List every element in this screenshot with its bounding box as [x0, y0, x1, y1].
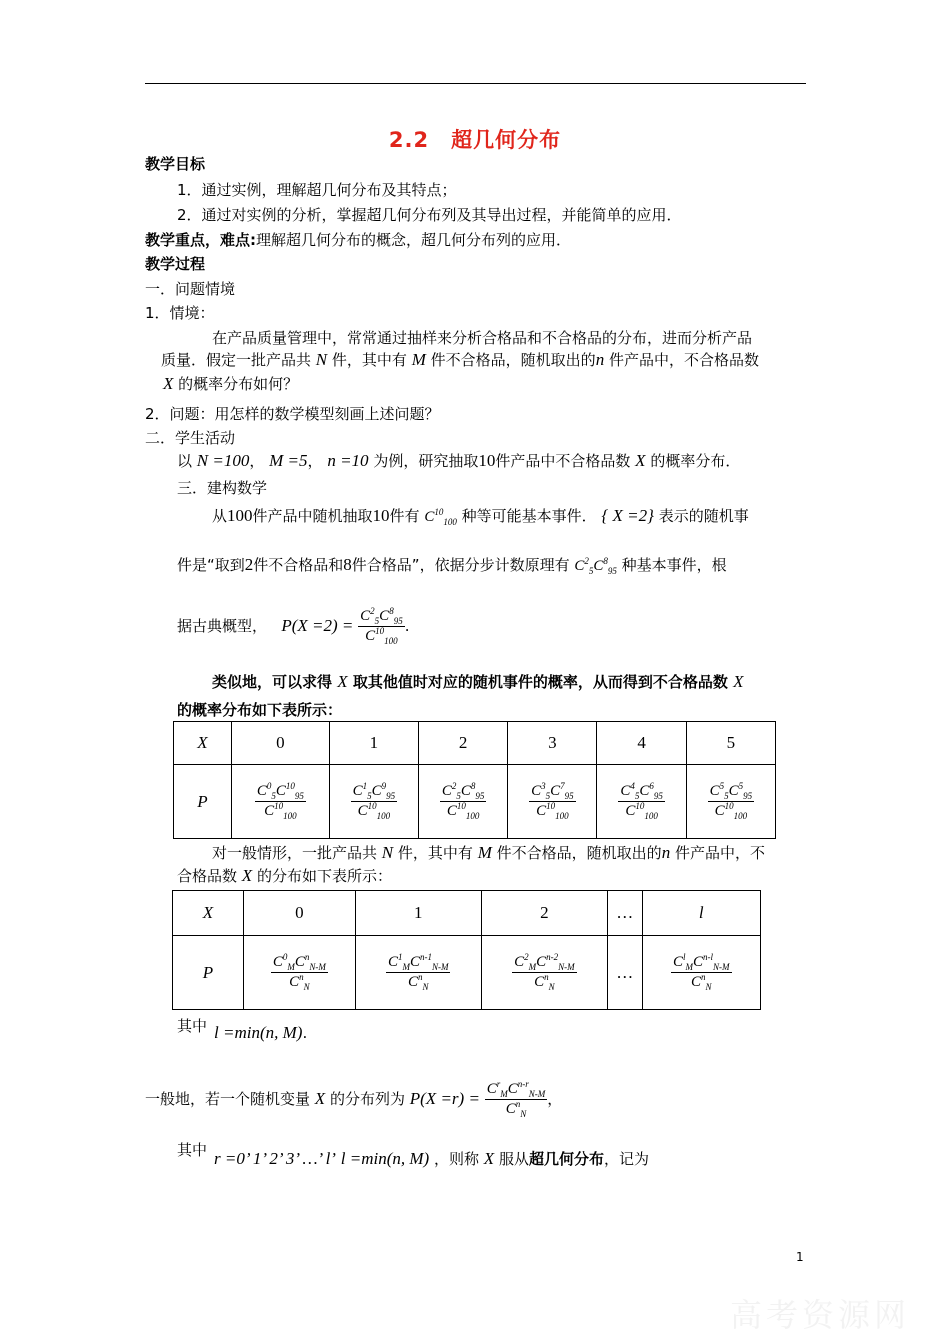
table-cell: 2: [481, 891, 607, 936]
table-cell: 4: [597, 722, 686, 765]
part-2-heading: 二．学生活动: [145, 429, 236, 447]
build-line-1: [212, 505, 749, 526]
prob-cell: $\frac{C^1_MC^{n-1}_{N-M}}{C^n_N}$: [355, 936, 481, 1010]
num-10: 10: [372, 506, 390, 525]
math-X: X: [483, 1149, 495, 1168]
text: 件产品中，不: [674, 844, 765, 862]
math-n-eq: n =10: [327, 451, 369, 470]
text: 件不合格品，随机取出的: [496, 844, 662, 862]
similar-line-2: 的概率分布如下表所示：: [177, 701, 343, 719]
combination-product: $C^2_5C^8_{95}$: [574, 556, 617, 576]
distribution-table-general: [172, 890, 761, 1010]
text: 从: [212, 507, 228, 525]
l-def: l =min(n, M): [340, 1149, 430, 1168]
text: 种等可能基本事件．: [461, 507, 597, 525]
header-rule: [145, 83, 806, 84]
table-cell: 3: [508, 722, 597, 765]
text: 的分布如下表所示：: [256, 867, 392, 885]
term-hypergeometric: 超几何分布: [528, 1150, 604, 1168]
text: 种基本事件，根: [621, 556, 727, 574]
text: 件，其中有: [331, 351, 407, 369]
math-n: n: [661, 843, 671, 862]
table-header-x: X: [173, 891, 244, 936]
page-title: 2.2 超几何分布: [388, 128, 562, 152]
math-N: N: [381, 843, 394, 862]
text: 据古典概型，: [177, 617, 268, 635]
event-set: { X =2}: [601, 506, 654, 525]
table-cell: 0: [232, 722, 330, 765]
math-X: X: [314, 1089, 326, 1108]
table-row-p: [173, 936, 761, 1010]
text: 的分布列为: [329, 1090, 405, 1108]
r-list: r =0’ 1’ 2’ 3’ …’ l’: [214, 1149, 336, 1168]
text: 的概率分布．: [650, 452, 741, 470]
table-cell: l: [642, 891, 760, 936]
text: 质量．假定一批产品共: [161, 351, 312, 369]
text: 类似地，可以求得: [212, 673, 333, 691]
prob-cell: $\frac{C^3_5C^7_{95}}{C^{10}_{100}}$: [508, 765, 597, 839]
l-definition: [214, 1023, 307, 1043]
similar-line-1: [212, 671, 744, 692]
goals-heading: 教学目标: [145, 155, 206, 173]
math-X: X: [635, 451, 646, 470]
situation-line-3: [163, 373, 298, 394]
l-def: l =min(n, M): [214, 1023, 303, 1042]
build-line-3: [177, 608, 409, 645]
math-N: N: [315, 350, 328, 369]
num-100: 100: [227, 506, 253, 525]
text: 件不合格品和: [253, 556, 344, 574]
definition-line: [145, 1081, 562, 1118]
prob-cell: $\frac{C^0_MC^n_{N-M}}{C^n_N}$: [244, 936, 356, 1010]
text: 件是“取到: [177, 556, 245, 574]
activity-line: 以 N =100， M =5， n =10 为例，研究抽取10件产品中不合格品数 X 的概率分布．: [177, 451, 741, 470]
where-label: 其中: [177, 1017, 208, 1035]
text: 取其他值时对应的随机事件的概率，从而得到不合格品数: [352, 673, 728, 691]
text: 件产品中随机抽取: [252, 507, 373, 525]
math-X: X: [241, 866, 253, 885]
text: ，: [547, 1090, 563, 1108]
table-header-x: X: [174, 722, 232, 765]
table-cell: …: [607, 936, 642, 1010]
text: 对一般情形，一批产品共: [212, 844, 378, 862]
num-8: 8: [343, 555, 352, 574]
prob-cell: $\frac{C^0_5C^{10}_{95}}{C^{10}_{100}}$: [232, 765, 330, 839]
table-header-p: P: [173, 936, 244, 1010]
distribution-table-specific: [173, 721, 776, 839]
math-X: X: [733, 672, 744, 691]
table-row-p: [174, 765, 776, 839]
math-n: n: [595, 350, 605, 369]
where2-label: 其中: [177, 1141, 208, 1159]
table-cell: …: [607, 891, 642, 936]
period: .: [302, 1024, 308, 1042]
goal-2: 2．通过对实例的分析，掌握超几何分布列及其导出过程，并能简单的应用．: [177, 206, 682, 224]
text: 件产品中不合格品数: [495, 452, 631, 470]
prob-fraction: $\frac{C^2_5C^8_{95}}{C^{10}_{100}}$: [360, 606, 403, 646]
general-line-2: [177, 865, 392, 886]
text: 件，其中有: [397, 844, 473, 862]
table-cell: 1: [329, 722, 418, 765]
math-X: X: [337, 672, 348, 691]
prob-cell: $\frac{C^4_5C^6_{95}}{C^{10}_{100}}$: [597, 765, 686, 839]
situation-line-1: 在产品质量管理中，常常通过抽样来分析合格品和不合格品的分布，进而分析产品: [212, 329, 753, 347]
build-line-2: [177, 554, 727, 575]
text: 为例，研究抽取: [373, 452, 479, 470]
key-text: 理解超几何分布的概念，超几何分布列的应用．: [256, 231, 572, 249]
text: 表示的随机事: [658, 507, 749, 525]
text: 合格品数: [177, 867, 238, 885]
situation-label: 1．情境：: [145, 304, 215, 322]
math-M: M: [477, 843, 492, 862]
text: 服从: [498, 1150, 529, 1168]
part-3-heading: 三．建构数学: [177, 479, 268, 497]
text: 一般地，若一个随机变量: [145, 1090, 311, 1108]
key-label: 教学重点，难点:: [145, 231, 256, 249]
sub: 100: [443, 517, 457, 527]
prob-fraction: $\frac{C^r_MC^{n-r}_{N-M}}{C^n_N}$: [486, 1079, 546, 1119]
combination-C100-10: $C^{10}_{100}$: [424, 507, 457, 527]
prob-cell: $\frac{C^l_MC^{n-l}_{N-M}}{C^n_N}$: [642, 936, 760, 1010]
table-cell: 2: [418, 722, 507, 765]
prob-lhs: P(X =2) =: [281, 616, 354, 635]
prob-cell: $\frac{C^1_5C^9_{95}}{C^{10}_{100}}$: [329, 765, 418, 839]
text: 的概率分布如何？: [178, 375, 299, 393]
key-points: [145, 229, 571, 250]
text: 件合格品”，依据分步计数原理有: [351, 556, 570, 574]
period: .: [404, 617, 410, 635]
sup: 10: [434, 507, 444, 517]
table-row-x: [174, 722, 776, 765]
prob-cell: $\frac{C^2_MC^{n-2}_{N-M}}{C^n_N}$: [481, 936, 607, 1010]
text: 以: [177, 452, 193, 470]
general-line-1: [212, 842, 765, 863]
situation-line-2: [161, 349, 759, 370]
page-number: 1: [796, 1250, 804, 1264]
text: ，记为: [603, 1150, 649, 1168]
goal-1: 1．通过实例，理解超几何分布及其特点；: [177, 181, 457, 199]
num-10: 10: [478, 451, 496, 470]
question: 2．问题：用怎样的数学模型刻画上述问题？: [145, 405, 440, 423]
definition-line-2: [214, 1148, 649, 1169]
table-row-x: [173, 891, 761, 936]
table-cell: 1: [355, 891, 481, 936]
text: 件产品中，不合格品数: [608, 351, 759, 369]
event: X =2: [612, 506, 648, 525]
math-X: X: [163, 374, 174, 393]
process-heading: 教学过程: [145, 255, 206, 273]
math-N-eq: N =100: [196, 451, 250, 470]
num-2: 2: [244, 555, 254, 574]
watermark: 高考资源网: [729, 1296, 910, 1334]
table-cell: 0: [244, 891, 356, 936]
text: 件有: [389, 507, 420, 525]
part-1-heading: 一．问题情境: [145, 280, 236, 298]
prob-lhs: P(X =r) =: [409, 1089, 480, 1108]
table-cell: 5: [686, 722, 775, 765]
math-M-eq: M =5: [269, 451, 308, 470]
math-M: M: [411, 350, 426, 369]
text: 件不合格品，随机取出的: [430, 351, 596, 369]
prob-cell: $\frac{C^5_5C^5_{95}}{C^{10}_{100}}$: [686, 765, 775, 839]
prob-cell: $\frac{C^2_5C^8_{95}}{C^{10}_{100}}$: [418, 765, 507, 839]
table-header-p: P: [174, 765, 232, 839]
text: ，则称: [433, 1150, 479, 1168]
